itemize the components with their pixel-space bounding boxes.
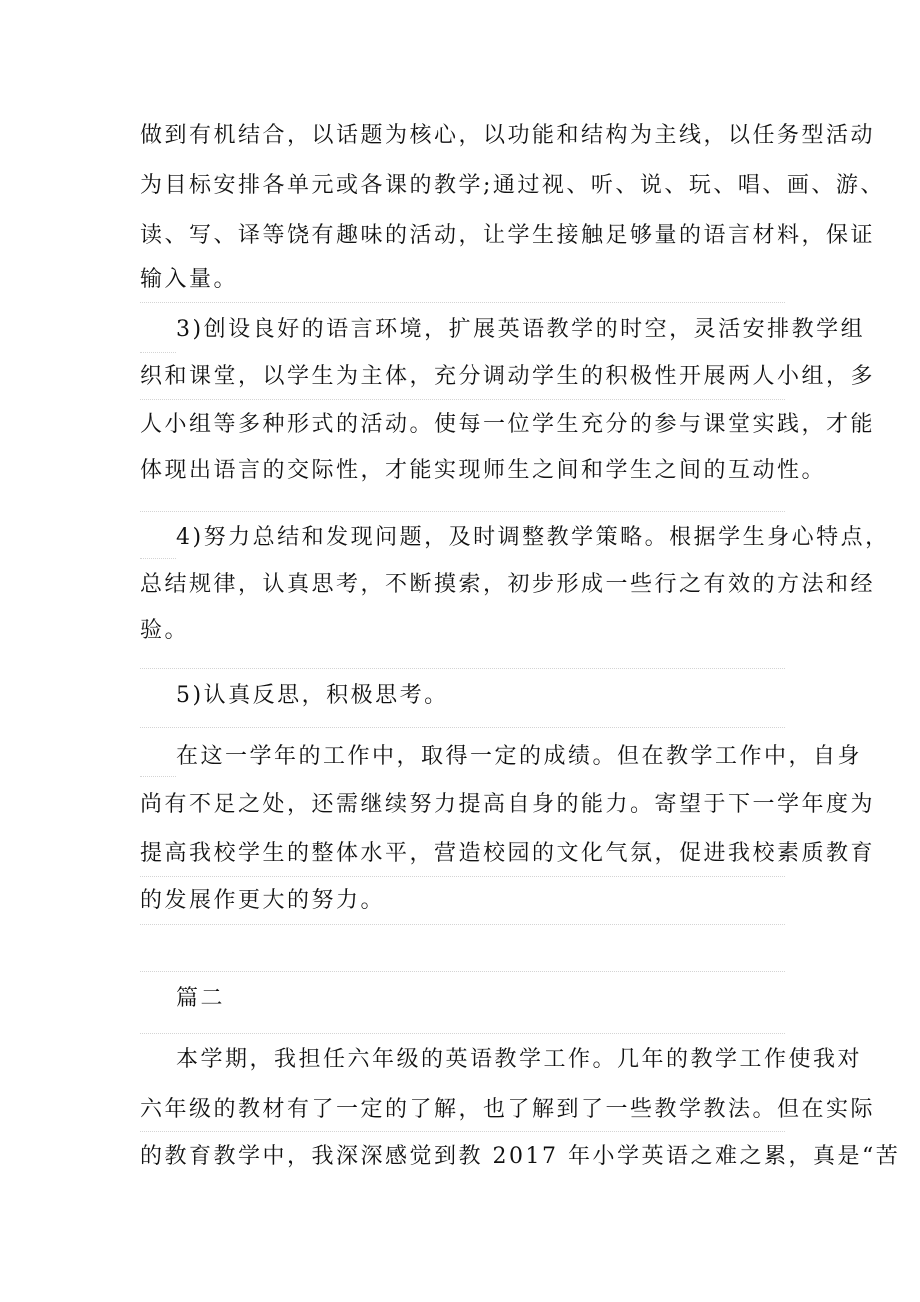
text-line: 本学期，我担任六年级的英语教学工作。几年的教学工作使我对 [176, 1047, 863, 1072]
indent-rule [140, 776, 176, 777]
indent-rule [140, 352, 176, 353]
line-rule [140, 924, 785, 925]
text-line: 为目标安排各单元或各课的教学;通过视、听、说、玩、唱、画、游、 [140, 173, 885, 198]
text-line: 人小组等多种形式的活动。使每一位学生充分的参与课堂实践，才能 [140, 412, 876, 437]
line-rule [140, 302, 785, 303]
text-line: 5)认真反思，积极思考。 [176, 683, 449, 708]
text-line: 尚有不足之处，还需继续努力提高自身的能力。寄望于下一学年度为 [140, 792, 876, 817]
line-rule [140, 876, 785, 877]
line-rule [140, 1131, 785, 1132]
text-line: 的发展作更大的努力。 [140, 888, 386, 913]
line-rule [140, 1033, 785, 1034]
line-rule [140, 511, 785, 512]
line-rule [140, 668, 785, 669]
text-line: 在这一学年的工作中，取得一定的成绩。但在教学工作中，自身 [176, 744, 863, 769]
line-rule [140, 971, 785, 972]
text-line: 体现出语言的交际性，才能实现师生之间和学生之间的互动性。 [140, 458, 827, 483]
text-line: 做到有机结合，以话题为核心，以功能和结构为主线，以任务型活动 [140, 123, 876, 148]
line-rule [140, 399, 785, 400]
text-line: 的教育教学中，我深深感觉到教 2017 年小学英语之难之累，真是“苦 [140, 1144, 901, 1169]
text-line: 验。 [140, 618, 190, 643]
text-line: 3)创设良好的语言环境，扩展英语教学的时空，灵活安排教学组 [176, 317, 866, 342]
section-heading: 篇二 [176, 986, 226, 1011]
indent-rule [140, 558, 176, 559]
text-line: 六年级的教材有了一定的了解，也了解到了一些教学教法。但在实际 [140, 1097, 876, 1122]
text-line: 织和课堂，以学生为主体，充分调动学生的积极性开展两人小组，多 [140, 364, 876, 389]
text-line: 4)努力总结和发现问题，及时调整教学策略。根据学生身心特点， [176, 525, 890, 550]
text-line: 总结规律，认真思考，不断摸索，初步形成一些行之有效的方法和经 [140, 572, 876, 597]
text-line: 读、写、译等饶有趣味的活动，让学生接触足够量的语言材料，保证 [140, 223, 876, 248]
text-line: 提高我校学生的整体水平，营造校园的文化气氛，促进我校素质教育 [140, 841, 876, 866]
line-rule [140, 727, 785, 728]
text-line: 输入量。 [140, 267, 239, 292]
